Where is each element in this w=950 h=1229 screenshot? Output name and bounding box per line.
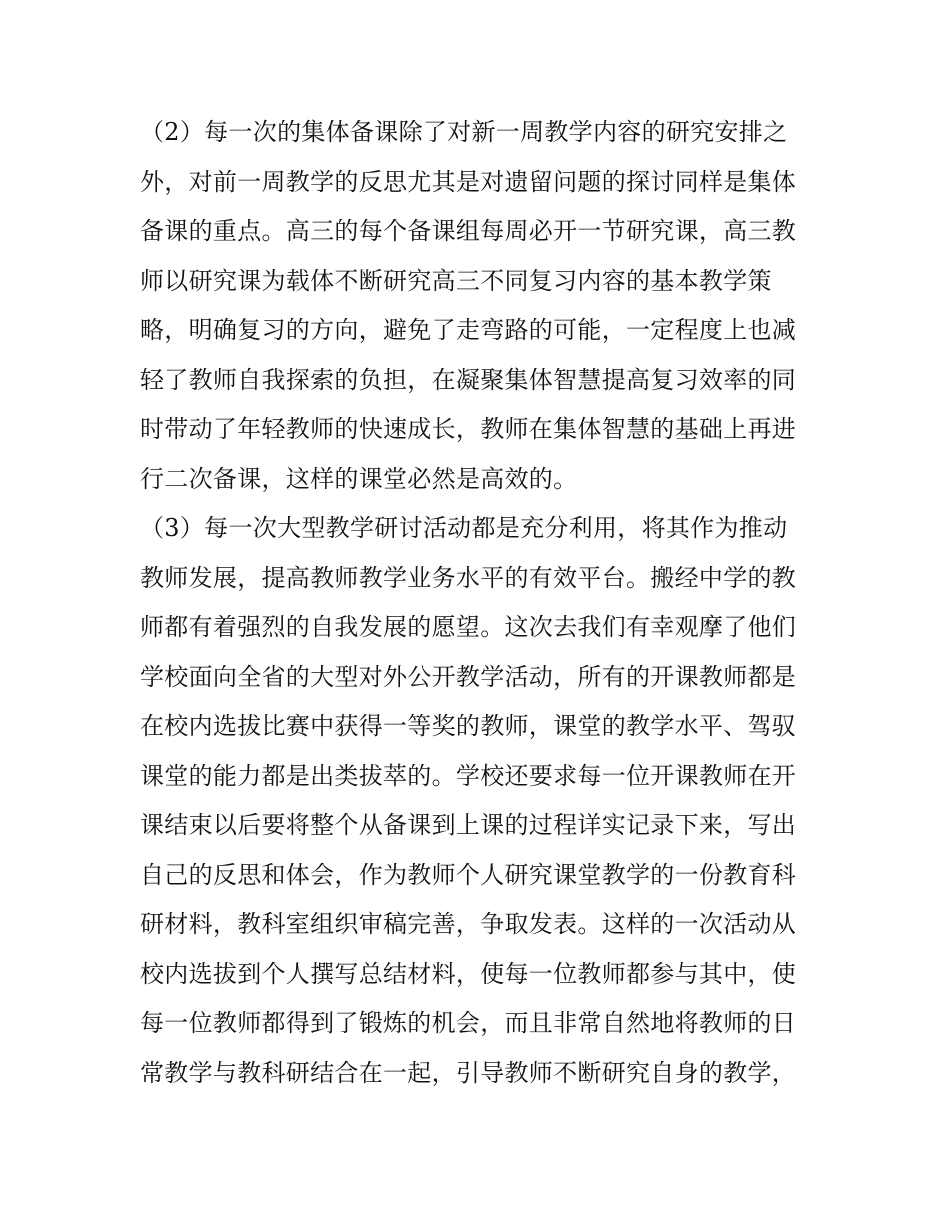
text-line: 时带动了年轻教师的快速成长，教师在集体智慧的基础上再进 bbox=[140, 415, 797, 443]
text-line: 学校面向全省的大型对外公开教学活动，所有的开课教师都是 bbox=[140, 662, 797, 691]
text-line: 外，对前一周教学的反思尤其是对遗留问题的探讨同样是集体 bbox=[140, 167, 797, 196]
text-line: 每一位教师都得到了锻炼的机会，而且非常自然地将教师的日 bbox=[140, 1009, 797, 1037]
text-line: 师都有着强烈的自我发展的愿望。这次去我们有幸观摩了他们 bbox=[140, 613, 797, 641]
body-text bbox=[140, 108, 820, 1098]
text-line: 行二次备课，这样的课堂必然是高效的。 bbox=[140, 464, 578, 493]
text-line: 常教学与教科研结合在一起，引导教师不断研究自身的教学， bbox=[140, 1058, 797, 1087]
text-line: 课堂的能力都是出类拔萃的。学校还要求每一位开课教师在开 bbox=[140, 761, 797, 790]
text-line: 师以研究课为载体不断研究高三不同复习内容的基本教学策 bbox=[140, 266, 772, 295]
text-line: （2）每一次的集体备课除了对新一周教学内容的研究安排之 bbox=[140, 118, 788, 146]
text-line: 教师发展，提高教师教学业务水平的有效平台。搬经中学的教 bbox=[140, 563, 797, 592]
text-line: 自己的反思和体会，作为教师个人研究课堂教学的一份教育科 bbox=[140, 860, 797, 889]
text-line: 课结束以后要将整个从备课到上课的过程详实记录下来，写出 bbox=[140, 811, 797, 839]
text-line: 略，明确复习的方向，避免了走弯路的可能，一定程度上也减 bbox=[140, 316, 797, 344]
text-line: 备课的重点。高三的每个备课组每周必开一节研究课，高三教 bbox=[140, 217, 797, 245]
text-line: 轻了教师自我探索的负担，在凝聚集体智慧提高复习效率的同 bbox=[140, 365, 797, 394]
text-line: 在校内选拔比赛中获得一等奖的教师，课堂的教学水平、驾驭 bbox=[140, 712, 797, 740]
text-line: （3）每一次大型教学研讨活动都是充分利用，将其作为推动 bbox=[140, 514, 788, 542]
text-line: 校内选拔到个人撰写总结材料，使每一位教师都参与其中，使 bbox=[140, 959, 797, 988]
text-line: 研材料，教科室组织审稿完善，争取发表。这样的一次活动从 bbox=[140, 910, 797, 938]
